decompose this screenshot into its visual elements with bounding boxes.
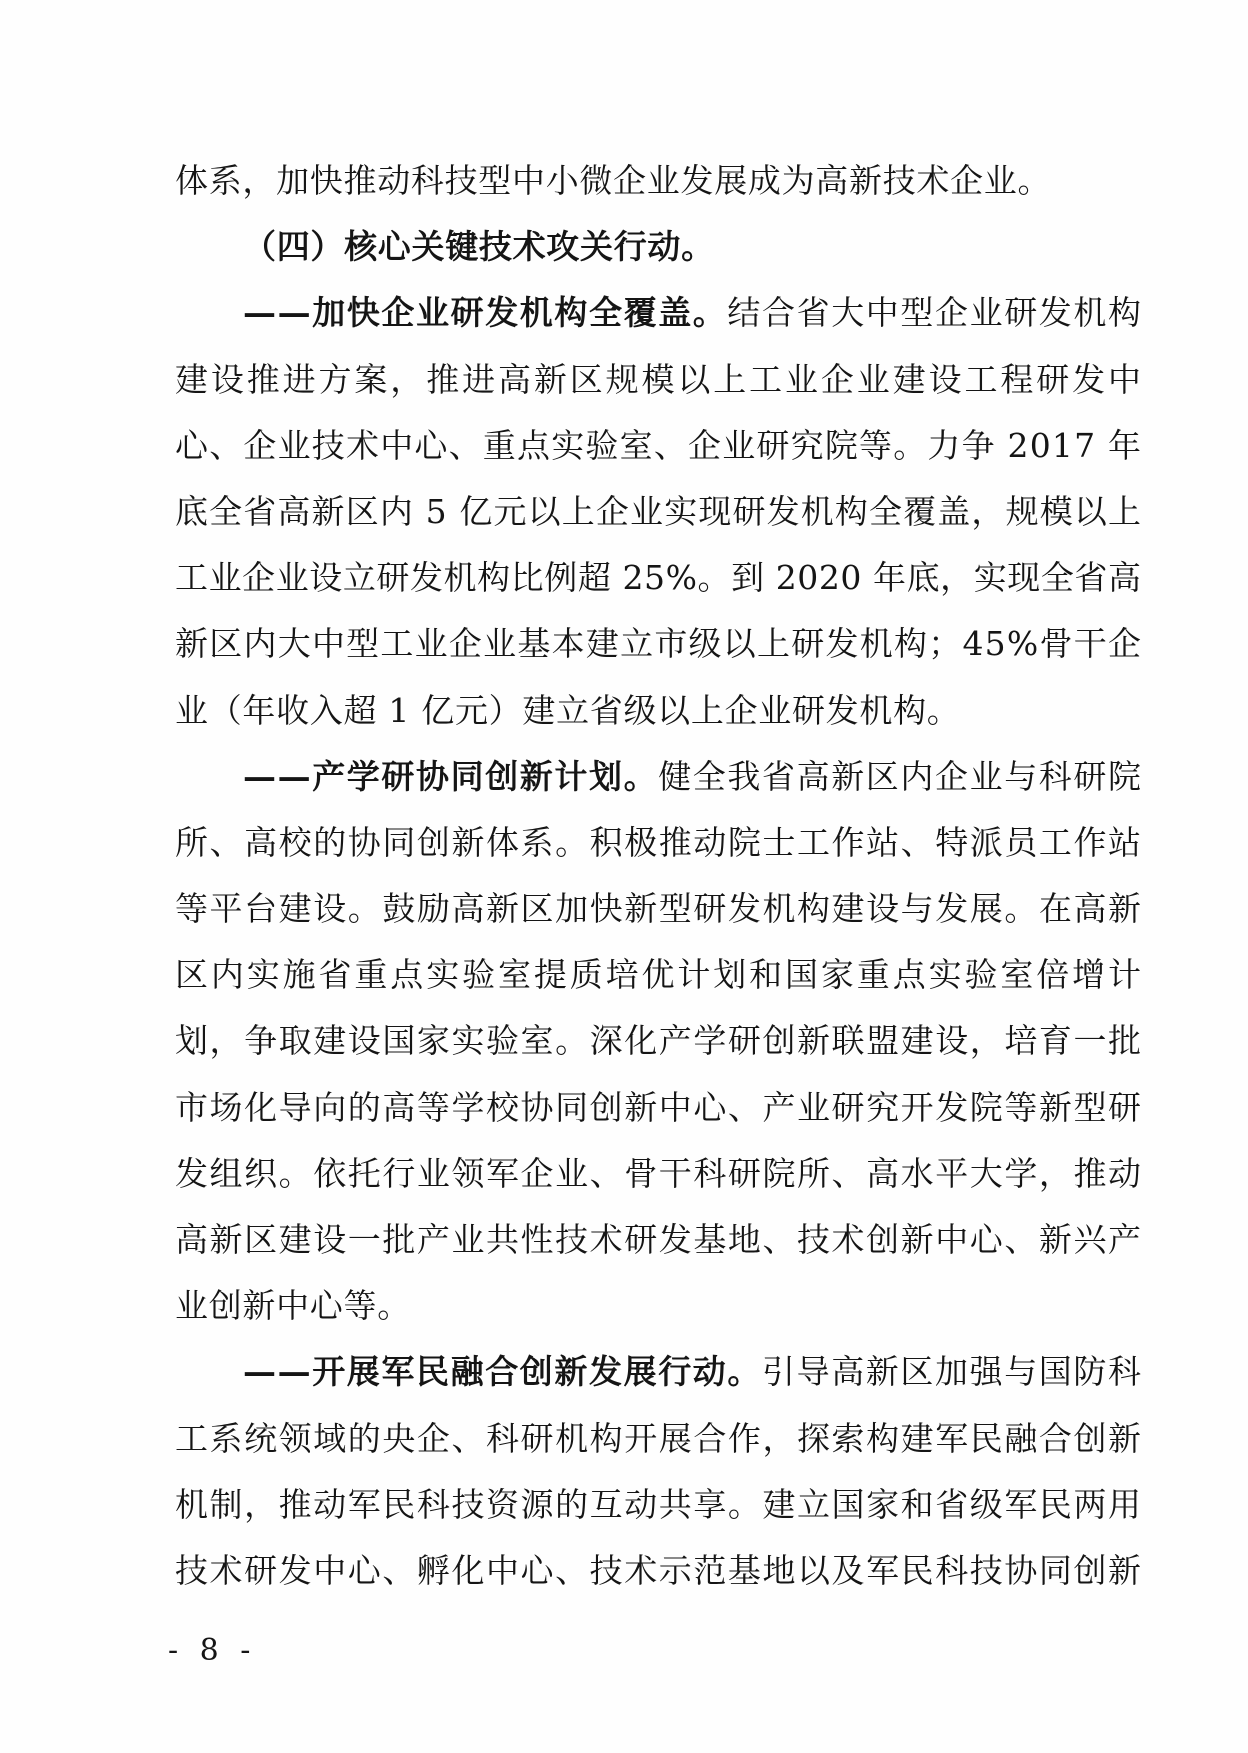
paragraph-line: 体系，加快推动科技型中小微企业发展成为高新技术企业。 [175,161,1052,200]
section-heading: （四）核心关键技术攻关行动。 [243,227,715,267]
paragraph-line: 发组织。依托行业领军企业、骨干科研院所、高水平大学，推动 [175,1153,1143,1193]
paragraph-lead: ——加快企业研发机构全覆盖。 [243,293,728,333]
paragraph-line: 业创新中心等。 [175,1286,411,1326]
paragraph-line: 业（年收入超 1 亿元）建立省级以上企业研发机构。 [175,690,961,730]
paragraph-lead: ——开展军民融合创新发展行动。 [243,1352,762,1392]
paragraph-line: 机制，推动军民科技资源的互动共享。建立国家和省级军民两用 [175,1484,1143,1524]
paragraph-lead: ——产学研协同创新计划。 [243,756,659,796]
paragraph-line-text: 引导高新区加强与国防科 [762,1352,1143,1392]
document-body [175,148,1144,1604]
paragraph-first-line [243,744,1141,810]
paragraph-industry-university-research [175,744,1144,1340]
paragraph-line: 市场化导向的高等学校协同创新中心、产业研究开发院等新型研 [175,1087,1143,1127]
paragraph-line-text: 结合省大中型企业研发机构 [727,293,1143,333]
paragraph-first-line [243,1339,1141,1405]
paragraph-line: 心、企业技术中心、重点实验室、企业研究院等。力争 2017 年 [175,425,1143,465]
paragraph-line: 技术研发中心、孵化中心、技术示范基地以及军民科技协同创新 [175,1550,1143,1590]
paragraph-line: 等平台建设。鼓励高新区加快新型研发机构建设与发展。在高新 [175,889,1143,929]
paragraph-line: 所、高校的协同创新体系。积极推动院士工作站、特派员工作站 [175,822,1143,862]
paragraph-line: 划，争取建设国家实验室。深化产学研创新联盟建设，培育一批 [175,1021,1143,1061]
page-number: - 8 - [168,1633,257,1668]
paragraph-line: 新区内大中型工业企业基本建立市级以上研发机构；45%骨干企 [175,624,1143,664]
paragraph-line: 建设推进方案，推进高新区规模以上工业企业建设工程研发中 [175,359,1144,399]
paragraph-line: 底全省高新区内 5 亿元以上企业实现研发机构全覆盖，规模以上 [175,491,1143,531]
paragraph-first-line [243,280,1141,346]
paragraph-continuation [175,148,1141,214]
paragraph-rd-institutions [175,280,1144,743]
paragraph-line-text: 健全我省高新区内企业与科研院 [658,756,1143,796]
paragraph-line: 工业企业设立研发机构比例超 25%。到 2020 年底，实现全省高 [175,558,1142,598]
paragraph-civil-military-integration [175,1339,1141,1604]
paragraph-line: 工系统领域的央企、科研机构开展合作，探索构建军民融合创新 [175,1418,1143,1458]
paragraph-line: 高新区建设一批产业共性技术研发基地、技术创新中心、新兴产 [175,1220,1143,1259]
paragraph-line: 区内实施省重点实验室提质培优计划和国家重点实验室倍增计 [175,955,1144,995]
